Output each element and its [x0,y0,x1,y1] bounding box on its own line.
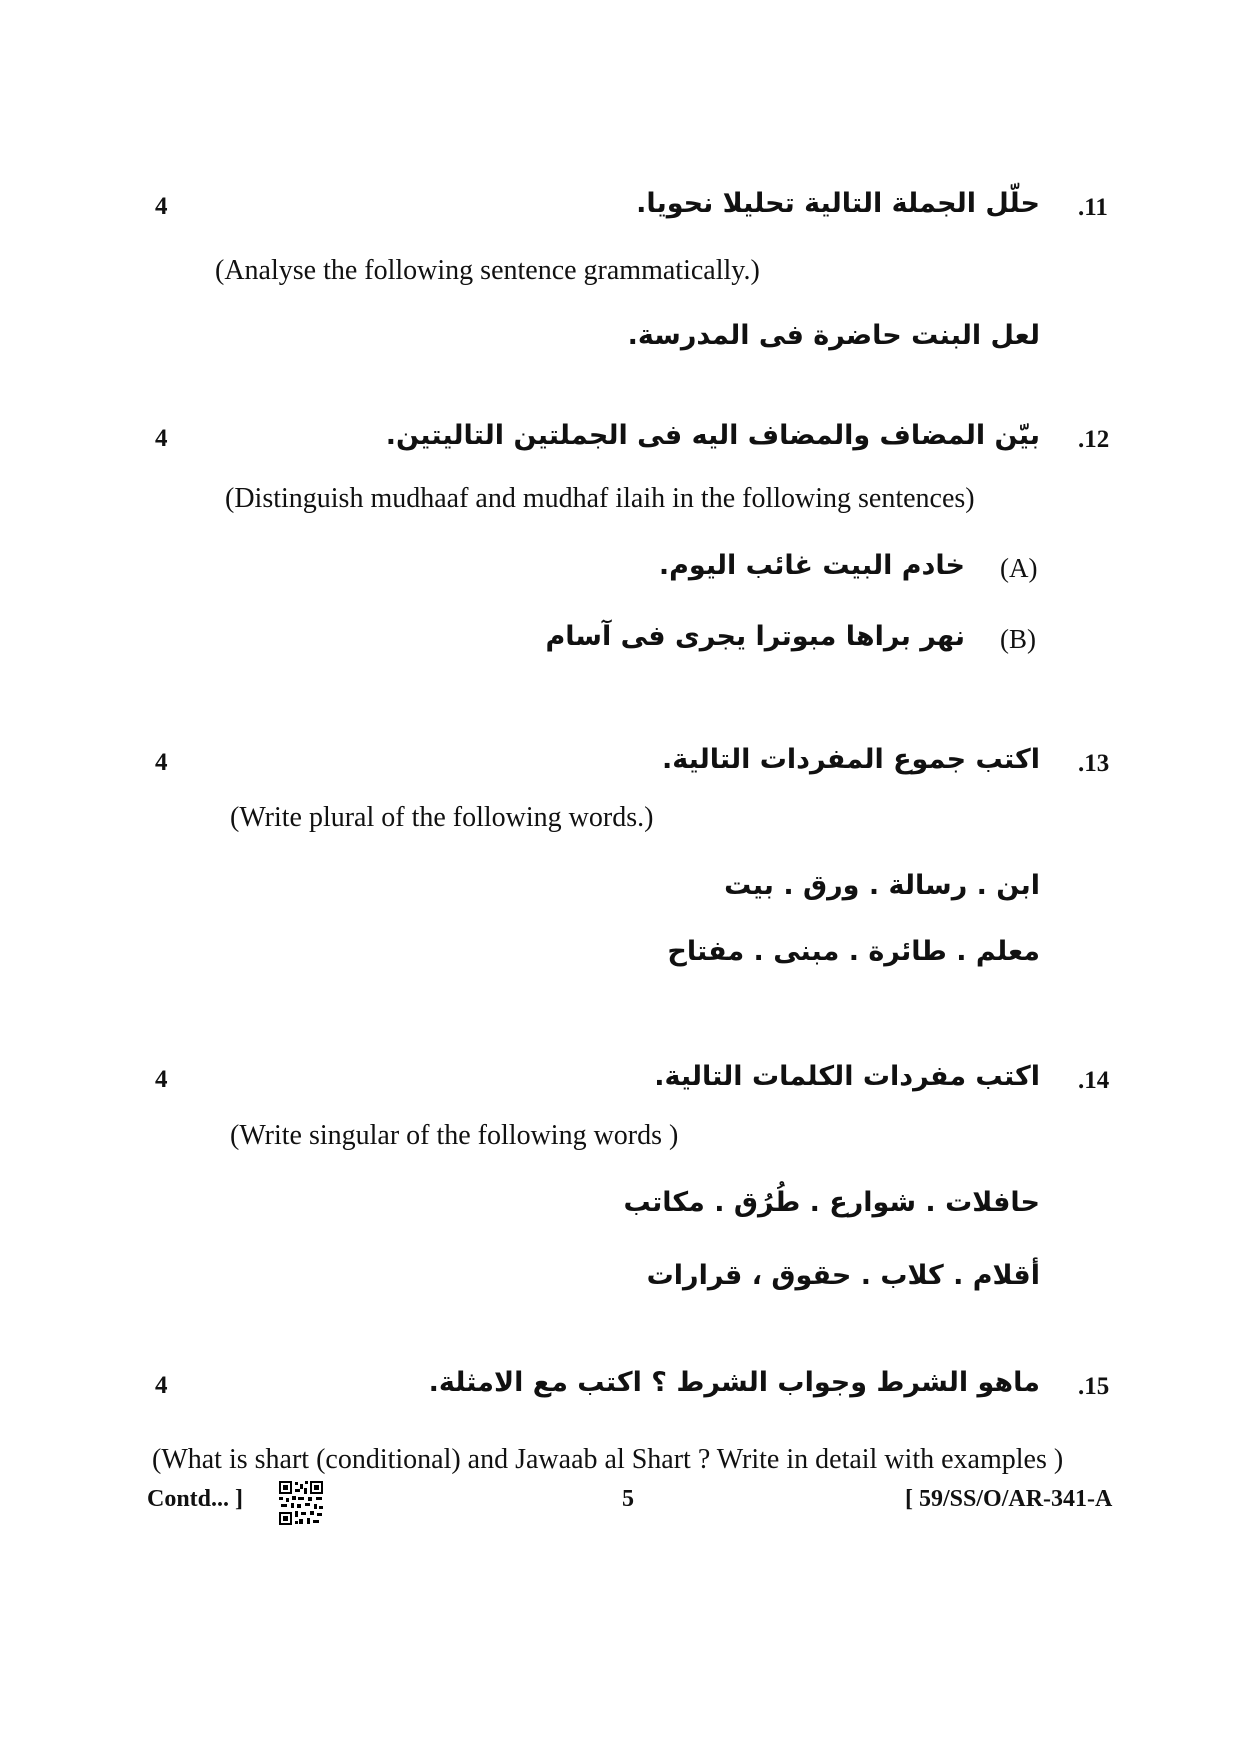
q14-words-line-1: حافلات . شوارع . طُرُق . مكاتب [623,1187,1040,1218]
q11-english-prompt: (Analyse the following sentence grammatically.) [215,255,760,286]
q12-english-prompt: (Distinguish mudhaaf and mudhaf ilaih in the following sentences) [225,483,975,514]
q11-arabic-prompt: حلّل الجملة التالية تحليلا نحويا. [636,188,1040,219]
q14-marks: 4 [155,1066,168,1093]
q13-marks: 4 [155,749,168,776]
q11-marks: 4 [155,193,168,220]
q13-english-prompt: (Write plural of the following words.) [230,802,654,833]
q15-english-prompt: (What is shart (conditional) and Jawaab al Shart ? Write in detail with examples ) [152,1444,1064,1475]
q14-words-line-2: أقلام . كلاب . حقوق ، قرارات [646,1260,1040,1291]
q12-option-b-text: نهر براها مبوترا يجرى فى آسام [545,621,965,652]
page-number: 5 [622,1486,634,1512]
q11-sentence: لعل البنت حاضرة فى المدرسة. [627,320,1040,351]
q12-arabic-prompt: بيّن المضاف والمضاف اليه فى الجملتين التاليتين. [385,420,1040,451]
q12-marks: 4 [155,425,168,452]
q15-number: .15 [1078,1373,1110,1400]
paper-code: [ 59/SS/O/AR-341-A [905,1486,1113,1512]
q11-number: .11 [1078,194,1108,221]
q15-marks: 4 [155,1372,168,1399]
q15-arabic-prompt: ماهو الشرط وجواب الشرط ؟ اكتب مع الامثلة. [428,1367,1040,1398]
q14-number: .14 [1078,1067,1110,1094]
footer-contd: Contd... ] [147,1486,244,1512]
q13-words-line-2: معلم . طائرة . مبنى . مفتاح [667,936,1040,967]
q12-option-a-text: خادم البيت غائب اليوم. [658,550,965,581]
qr-code-icon [278,1480,324,1526]
q13-words-line-1: ابن . رسالة . ورق . بيت [724,870,1040,901]
q12-number: .12 [1078,426,1110,453]
q13-arabic-prompt: اكتب جموع المفردات التالية. [662,744,1040,775]
q13-number: .13 [1078,750,1110,777]
q12-option-a-label: (A) [1000,553,1038,583]
q14-english-prompt: (Write singular of the following words ) [230,1120,679,1151]
q12-option-b-label: (B) [1000,624,1036,654]
q14-arabic-prompt: اكتب مفردات الكلمات التالية. [654,1061,1040,1092]
